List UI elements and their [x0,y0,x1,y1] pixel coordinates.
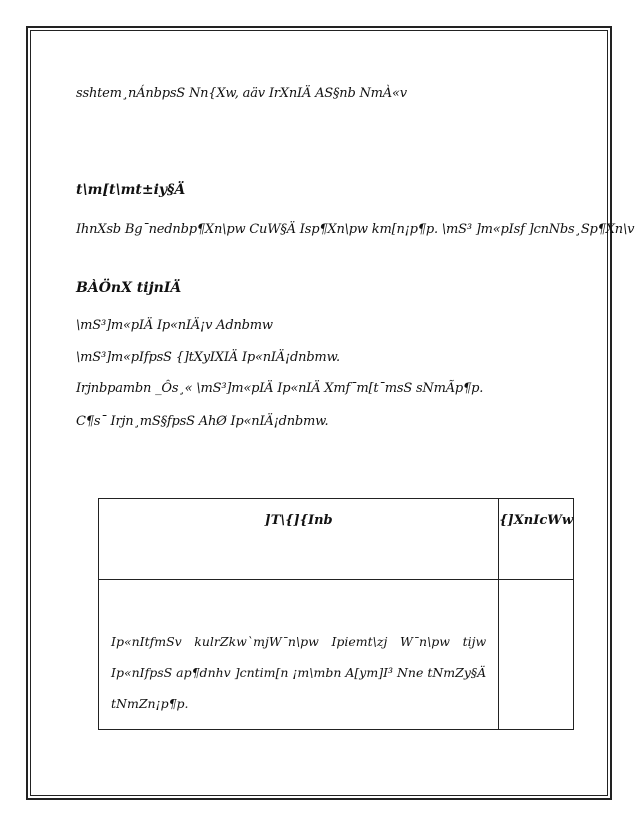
process-word: kulrZkw`mjW¯n\pw [194,634,319,649]
process-word: Ipiemt\zj [331,634,388,649]
section1-text: IhnXsb Bg¯nednbp¶Xn\pw CuW§Ä Isp¶Xn\pw km[n¡p¶p. \mS³ ]m«pIsf ]cnNbs¸Sp¶Xn\v [76,222,635,237]
table-header-response: {]XnIcWw [499,499,574,580]
process-word: Ip«nItfmSv [111,634,182,649]
table-cell-process [99,580,499,730]
activity-table [98,498,574,730]
process-line [111,626,486,657]
section2-item: C¶s¯ Irjn¸mS§fpsS AhØ Ip«nIÄ¡dnbmw. [76,414,329,429]
table-cell-response [499,580,574,730]
table-header-process: ]T\{]{Inb [99,499,499,580]
intro-line: sshtem¸nÁnbpsS Nn{Xw, aäv IrXnIÄ AS§nb NmÀ«v [76,86,407,101]
process-line: Ip«nIfpsS ap¶dnhv ]cntim[n ¡m\mbn A[ym]I³ Nne tNmZy§Ä [111,665,487,680]
process-word: tijw [462,634,487,649]
table-row [99,580,574,730]
process-word: W¯n\pw [399,634,450,649]
process-line: tNmZn¡p¶p. [111,696,189,711]
section2-item: \mS³]m«pIfpsS {]tXyIXIÄ Ip«nIÄ¡dnbmw. [76,350,340,365]
section2-item: Irjnbpambn _Ôs¸« \mS³]m«pIÄ Ip«nIÄ Xmf¯m[t¯msS sNmÃp¶p. [76,381,484,396]
section1-heading: t\m[t\mt±iy§Ä [76,182,186,198]
section2-heading: BÀÖnX tijnIÄ [76,280,182,296]
section2-item: \mS³]m«pIÄ Ip«nIÄ¡v Adnbmw [76,318,273,333]
